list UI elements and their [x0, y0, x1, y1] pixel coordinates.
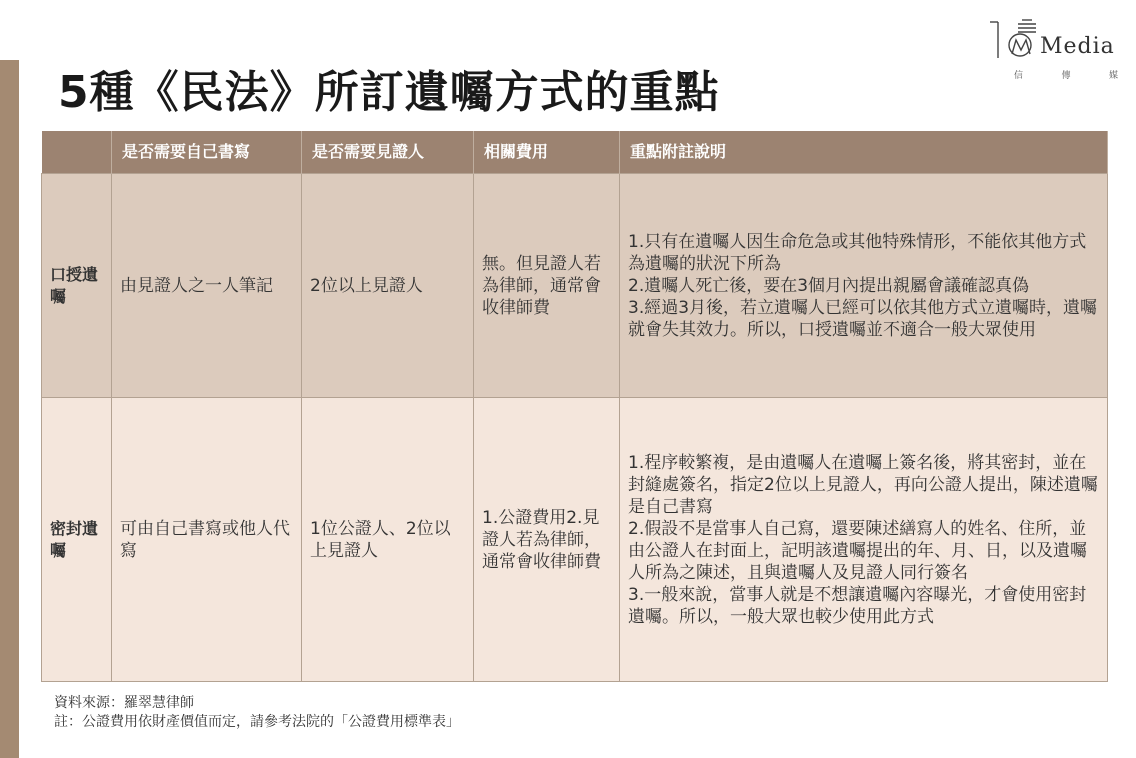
- cell-witness: 2位以上見證人: [302, 174, 474, 398]
- note-line: 3.經過3月後，若立遺囑人已經可以依其他方式立遺囑時，遺囑就會失其效力。所以，口授遺囑並不適合一般大眾使用: [628, 297, 1098, 340]
- note-line: 1.程序較繁複，是由遺囑人在遺囑上簽名後，將其密封，並在封縫處簽名，指定2位以上見證人，再向公證人提出，陳述遺囑是自己書寫: [628, 452, 1098, 517]
- row-title: 口授遺囑: [42, 174, 112, 398]
- cell-write: 可由自己書寫或他人代寫: [112, 398, 302, 682]
- table-row: [42, 398, 1108, 682]
- header-cell-write: 是否需要自己書寫: [112, 131, 302, 174]
- logo-sub-char: 信: [1014, 71, 1024, 81]
- note-line: 2.遺囑人死亡後，要在3個月內提出親屬會議確認真偽: [628, 275, 1030, 296]
- logo-sub-char: 傳: [1061, 71, 1071, 81]
- cell-witness: 1位公證人、2位以上見證人: [302, 398, 474, 682]
- note-line: 2.假設不是當事人自己寫，還要陳述繕寫人的姓名、住所，並由公證人在封面上，記明該遺囑提出的年、月、日，以及遺囑人所為之陳述，且與遺囑人及見證人同行簽名: [628, 518, 1087, 583]
- logo-sub-char: 媒: [1108, 71, 1118, 81]
- table-row: [42, 174, 1108, 398]
- fee-footnote: 註：公證費用依財產價值而定，請參考法院的「公證費用標準表」: [54, 714, 460, 730]
- note-line: 3.一般來說，當事人就是不想讓遺囑內容曝光，才會使用密封遺囑。所以，一般大眾也較少使用此方式: [628, 584, 1087, 627]
- header-cell-witness: 是否需要見證人: [302, 131, 474, 174]
- header-cell-fee: 相關費用: [474, 131, 620, 174]
- header-cell-notes: 重點附註說明: [620, 131, 1108, 174]
- row-title: 密封遺囑: [42, 398, 112, 682]
- left-accent-bar: [0, 60, 19, 758]
- logo-word: Media: [1040, 34, 1115, 59]
- source-credit: 資料來源：羅翠慧律師: [54, 695, 194, 711]
- footer-notes: [54, 694, 460, 732]
- media-logo: [988, 18, 1128, 88]
- note-line: 1.只有在遺囑人因生命危急或其他特殊情形，不能依其他方式為遺囑的狀況下所為: [628, 231, 1087, 274]
- cell-fee: 1.公證費用2.見證人若為律師，通常會收律師費: [474, 398, 620, 682]
- cell-fee: 無。但見證人若為律師，通常會收律師費: [474, 174, 620, 398]
- logo-mark-icon: [988, 18, 1048, 68]
- cell-write: 由見證人之一人筆記: [112, 174, 302, 398]
- page-title: 5種《民法》所訂遺囑方式的重點: [58, 67, 720, 118]
- will-methods-table: [41, 131, 1108, 682]
- cell-notes: [620, 398, 1108, 682]
- cell-notes: [620, 174, 1108, 398]
- header-cell-empty: [42, 131, 112, 174]
- logo-subtitle: [1014, 68, 1118, 81]
- table-header-row: [42, 131, 1108, 174]
